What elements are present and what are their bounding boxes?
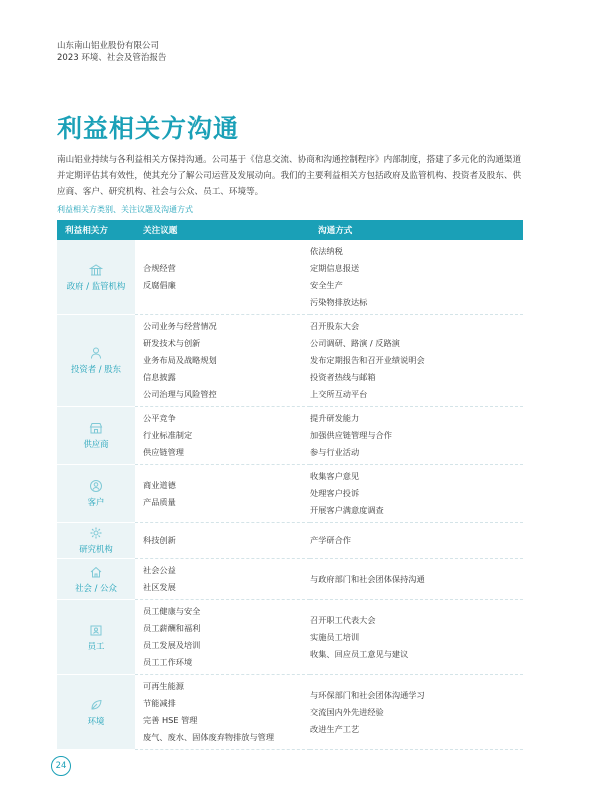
investor-person-icon	[89, 346, 103, 360]
header-stakeholder: 利益相关方	[57, 220, 135, 240]
channel-item: 公司调研、路演 / 反路演	[310, 338, 400, 348]
channel-item: 定期信息报送	[310, 263, 360, 273]
topic-item: 公平竞争	[143, 413, 176, 423]
stakeholder-label: 投资者 / 股东	[70, 364, 122, 374]
topic-item: 科技创新	[143, 535, 176, 545]
stakeholder-label: 环境	[87, 715, 105, 726]
stakeholder-cell	[57, 559, 135, 600]
channels-cell	[310, 240, 523, 315]
topic-item: 公司业务与经营情况	[143, 321, 217, 331]
topic-item: 可再生能源	[143, 681, 184, 691]
channels-cell	[310, 523, 523, 559]
topics-cell	[135, 465, 310, 523]
topic-item: 员工工作环境	[143, 657, 193, 667]
channel-item: 召开股东大会	[310, 321, 360, 331]
topic-item: 商业道德	[143, 479, 176, 490]
channels-cell	[310, 600, 523, 675]
customer-icon	[89, 479, 103, 493]
channel-item: 与环保部门和社会团体沟通学习	[310, 689, 425, 700]
company-name: 山东南山铝业股份有限公司	[57, 41, 160, 51]
topics-cell	[135, 407, 310, 465]
stakeholder-cell	[57, 240, 135, 315]
topics-cell	[135, 559, 310, 600]
channel-item: 实施员工培训	[310, 631, 360, 642]
channels-cell	[310, 407, 523, 465]
topics-cell	[135, 240, 310, 315]
topic-item: 供应链管理	[143, 447, 184, 457]
channel-item: 与政府部门和社会团体保持沟通	[310, 573, 425, 584]
topics-cell	[135, 315, 310, 407]
stakeholder-cell	[57, 315, 135, 407]
header-topics: 关注议题	[135, 220, 310, 240]
table-row	[57, 559, 523, 600]
channel-item: 加强供应链管理与合作	[310, 430, 392, 440]
supplier-store-icon	[89, 421, 103, 435]
stakeholder-cell	[57, 600, 135, 675]
channel-item: 召开职工代表大会	[310, 614, 376, 625]
topic-item: 产品质量	[143, 496, 176, 507]
channels-cell	[310, 675, 523, 750]
header-channels: 沟通方式	[310, 220, 523, 240]
intro-paragraph: 南山铝业持续与各利益相关方保持沟通。公司基于《信息交流、协商和沟通控制程序》内部制度，搭建了多元化的沟通渠道并定期评估其有效性，使其充分了解公司运营及发展动向。我们的主要利益相关方包括政府及监管机构、投资者及股东、供应商、客户、研究机构、社会与公众、员工、环境等。	[57, 155, 522, 197]
stakeholder-label: 社会 / 公众	[75, 582, 117, 593]
channel-item: 污染物排放达标	[310, 297, 368, 307]
stakeholder-label: 客户	[87, 497, 105, 507]
employee-badge-icon	[89, 623, 103, 637]
stakeholder-label: 研究机构	[79, 544, 113, 554]
topic-item: 员工健康与安全	[143, 606, 201, 616]
page-title: 利益相关方沟通	[57, 114, 240, 143]
topic-item: 社会公益	[143, 565, 176, 575]
topic-item: 业务布局及战略规划	[143, 355, 217, 365]
channel-item: 提升研发能力	[310, 413, 360, 423]
report-name: 2023 环境、社会及管治报告	[57, 53, 167, 63]
table-row	[57, 240, 523, 315]
table-row	[57, 465, 523, 523]
channel-item: 收集客户意见	[310, 471, 360, 481]
channel-item: 改进生产工艺	[310, 723, 360, 734]
topics-cell	[135, 523, 310, 559]
table-row	[57, 675, 523, 750]
report-header	[57, 40, 166, 64]
channel-item: 参与行业活动	[310, 447, 360, 457]
channel-item: 投资者热线与邮箱	[310, 372, 376, 382]
table-row	[57, 315, 523, 407]
channel-item: 收集、回应员工意见与建议	[310, 648, 409, 659]
government-building-icon	[89, 263, 103, 277]
channel-item: 处理客户投诉	[310, 488, 360, 498]
channel-item: 交流国内外先进经验	[310, 706, 384, 717]
topic-item: 行业标准制定	[143, 430, 193, 440]
topics-cell	[135, 675, 310, 750]
stakeholder-cell	[57, 675, 135, 750]
channel-item: 安全生产	[310, 280, 343, 290]
page-number: 24	[51, 756, 71, 776]
topic-item: 合规经营	[143, 263, 176, 273]
topic-item: 信息披露	[143, 372, 176, 382]
channels-cell	[310, 559, 523, 600]
topic-item: 研发技术与创新	[143, 338, 201, 348]
stakeholder-label: 员工	[87, 640, 105, 651]
topic-item: 员工发展及培训	[143, 640, 201, 650]
stakeholder-cell	[57, 465, 135, 523]
topics-cell	[135, 600, 310, 675]
topic-item: 社区发展	[143, 582, 176, 592]
channel-item: 开展客户满意度调查	[310, 505, 384, 515]
channel-item: 产学研合作	[310, 535, 351, 545]
community-house-icon	[89, 565, 103, 579]
channels-cell	[310, 315, 523, 407]
stakeholder-label: 政府 / 监管机构	[66, 280, 126, 291]
channel-item: 发布定期报告和召开业绩说明会	[310, 355, 425, 365]
stakeholder-label: 供应商	[83, 439, 109, 449]
topic-item: 完善 HSE 管理	[143, 715, 198, 725]
stakeholder-cell	[57, 407, 135, 465]
channels-cell	[310, 465, 523, 523]
stakeholder-table	[57, 220, 523, 750]
topic-item: 公司治理与风险管控	[143, 389, 217, 399]
channel-item: 依法纳税	[310, 246, 343, 256]
table-row	[57, 523, 523, 559]
table-row	[57, 600, 523, 675]
topic-item: 反腐倡廉	[143, 280, 176, 290]
topic-item: 废气、废水、固体废弃物排放与管理	[143, 732, 275, 742]
research-gear-icon	[89, 526, 103, 540]
table-row	[57, 407, 523, 465]
topic-item: 员工薪酬和福利	[143, 623, 201, 633]
environment-leaf-icon	[89, 698, 103, 712]
stakeholder-cell	[57, 523, 135, 559]
topic-item: 节能减排	[143, 698, 176, 708]
channel-item: 上交所互动平台	[310, 389, 368, 399]
table-caption: 利益相关方类别、关注议题及沟通方式	[57, 205, 193, 214]
table-header-row	[57, 220, 523, 240]
